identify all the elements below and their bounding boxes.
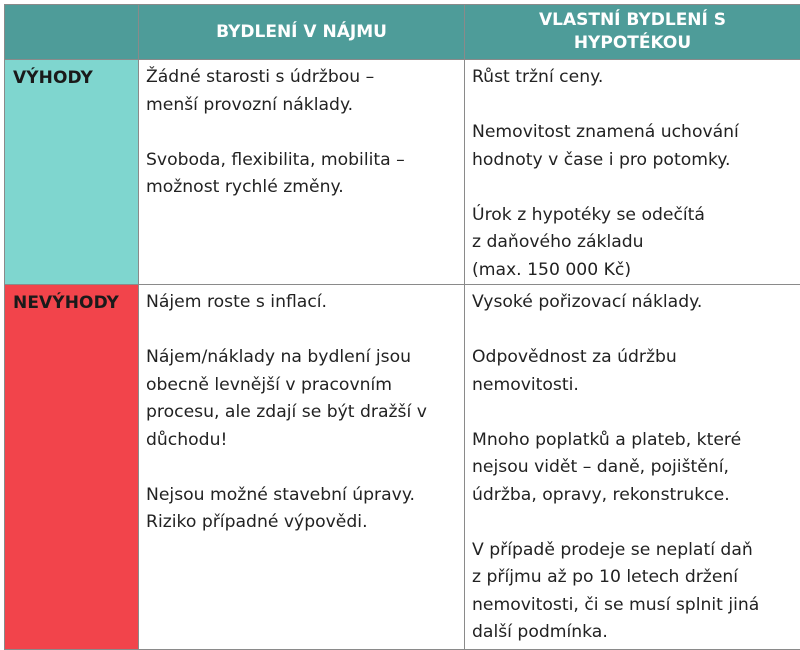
cell-cons-own	[465, 285, 800, 650]
text-paragraph: Nejsou možné stavební úpravy.	[146, 482, 456, 510]
text-paragraph: Nemovitost znamená uchování hodnoty v čase i pro potomky.	[472, 119, 792, 174]
cell-pros-rent	[139, 60, 465, 285]
text-paragraph: Nájem/náklady na bydlení jsou obecně levnější v pracovním procesu, ale zdají se být dražší v důchodu!	[146, 344, 456, 454]
cell-cons-rent	[139, 285, 465, 650]
text-paragraph: Nájem roste s inflací.	[146, 289, 456, 317]
row-label-cons: NEVÝHODY	[5, 285, 139, 650]
text-paragraph: Růst tržní ceny.	[472, 64, 792, 92]
row-cons	[5, 285, 800, 650]
text-paragraph: V případě prodeje se neplatí daň z příjmu až po 10 letech držení nemovitosti, či se musí splnit jiná další podmínka.	[472, 537, 792, 647]
text-paragraph: Mnoho poplatků a plateb, které nejsou vidět – daně, pojištění, údržba, opravy, rekonstrukce.	[472, 427, 792, 510]
cell-pros-own	[465, 60, 800, 285]
header-rent: BYDLENÍ V NÁJMU	[139, 5, 465, 60]
header-own: VLASTNÍ BYDLENÍ S HYPOTÉKOU	[465, 5, 800, 60]
header-row	[5, 5, 800, 60]
comparison-table	[4, 4, 800, 650]
row-pros	[5, 60, 800, 285]
row-label-pros: VÝHODY	[5, 60, 139, 285]
text-paragraph: Riziko případné výpovědi.	[146, 509, 456, 537]
header-corner-cell	[5, 5, 139, 60]
text-paragraph: Svoboda, flexibilita, mobilita – možnost rychlé změny.	[146, 147, 456, 202]
text-paragraph: Úrok z hypotéky se odečítá z daňového základu (max. 150 000 Kč)	[472, 202, 792, 285]
text-paragraph: Odpovědnost za údržbu nemovitosti.	[472, 344, 792, 399]
text-paragraph: Vysoké pořizovací náklady.	[472, 289, 792, 317]
text-paragraph: Žádné starosti s údržbou – menší provozní náklady.	[146, 64, 456, 119]
